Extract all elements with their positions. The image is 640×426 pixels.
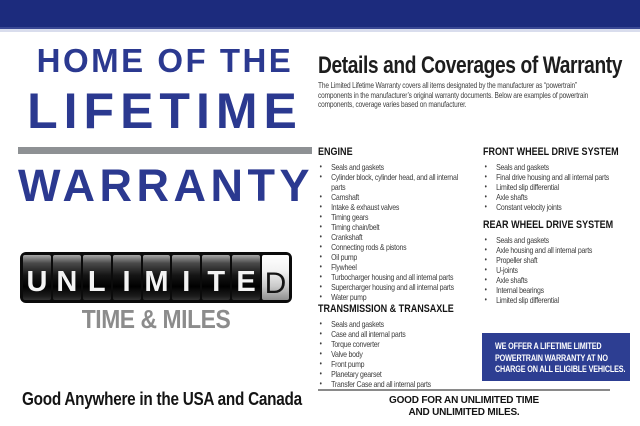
list-item: • Case and all internal parts (318, 329, 467, 339)
list-item: • Seals and gaskets (318, 162, 467, 172)
list-item: • Camshaft (318, 192, 467, 202)
odometer-dark-dials (23, 255, 260, 300)
list-item: • Propeller shaft (483, 255, 632, 265)
list-item: • Water pump (318, 292, 467, 302)
unlimited-time-miles-note (318, 395, 610, 418)
lifetime-offer-callout-box (482, 333, 630, 381)
transmission-section (318, 303, 467, 389)
list-item: • Seals and gaskets (483, 162, 632, 172)
list-item: • Seals and gaskets (483, 235, 632, 245)
lifetime-warranty-logo (18, 42, 314, 211)
footer-divider-line (318, 389, 610, 391)
list-item: M (143, 255, 171, 300)
list-item: • Flywheel (318, 262, 467, 272)
list-item: U (23, 255, 51, 300)
list-item: CHARGE ON ALL ELIGIBLE VEHICLES. (495, 364, 626, 375)
list-item: • Final drive housing and all internal parts (483, 172, 632, 182)
list-item: I (172, 255, 200, 300)
rear-wheel-drive-item-list (483, 235, 632, 305)
engine-item-list (318, 162, 467, 302)
details-coverages-heading: Details and Coverages of Warranty (318, 52, 623, 79)
front-wheel-drive-section-title: FRONT WHEEL DRIVE SYSTEM (483, 146, 619, 158)
front-wheel-drive-item-list (483, 162, 632, 212)
list-item: • Seals and gaskets (318, 319, 467, 329)
engine-section-title: ENGINE (318, 146, 353, 158)
logo-divider-rule (18, 147, 312, 154)
list-item: • Torque converter (318, 339, 467, 349)
list-item: • Turbocharger housing and all internal parts (318, 272, 467, 282)
logo-line-warranty: WARRANTY (18, 160, 314, 211)
list-item: • Axle shafts (483, 192, 632, 202)
list-item: The Limited Lifetime Warranty covers all items designated by the manufacturer as “powertrain” (318, 80, 578, 90)
list-item: GOOD FOR AN UNLIMITED TIME (389, 395, 539, 406)
list-item: • Connecting rods & pistons (318, 242, 467, 252)
rear-wheel-drive-section-title: REAR WHEEL DRIVE SYSTEM (483, 219, 614, 231)
logo-line-lifetime: LIFETIME (27, 83, 303, 139)
good-anywhere-text: Good Anywhere in the USA and Canada (22, 389, 302, 409)
logo-line-home-of-the: HOME OF THE (36, 42, 294, 79)
engine-section (318, 146, 467, 302)
list-item: AND UNLIMITED MILES. (408, 406, 520, 418)
transmission-section-title: TRANSMISSION & TRANSAXLE (318, 303, 454, 315)
front-wheel-drive-section (483, 146, 632, 212)
list-item: • U-joints (483, 265, 632, 275)
list-item: • Planetary gearset (318, 369, 467, 379)
list-item: I (113, 255, 141, 300)
list-item: T (202, 255, 230, 300)
top-navy-bar (0, 0, 640, 29)
list-item: • Timing chain/belt (318, 222, 467, 232)
list-item: • Transfer Case and all internal parts (318, 379, 467, 389)
list-item: • Timing gears (318, 212, 467, 222)
list-item: components in the manufacturer’s original warranty documents. Below are examples of powertrain (318, 89, 589, 100)
list-item: E (232, 255, 260, 300)
transmission-item-list (318, 319, 467, 389)
list-item: N (53, 255, 81, 300)
list-item: • Limited slip differential (483, 182, 632, 192)
list-item: • Intake & exhaust valves (318, 202, 467, 212)
list-item: • Cylinder block, cylinder head, and all internal parts (318, 172, 467, 192)
list-item: components, coverage varies based on manufacturer. (318, 99, 467, 109)
list-item: POWERTRAIN WARRANTY AT NO (495, 352, 608, 364)
warranty-intro-paragraph (318, 81, 618, 110)
list-item: • Valve body (318, 349, 467, 359)
list-item: • Axle housing and all internal parts (483, 245, 632, 255)
offer-box-text (495, 341, 626, 376)
list-item: • Constant velocity joints (483, 202, 632, 212)
list-item: • Supercharger housing and all internal parts (318, 282, 467, 292)
unlimited-odometer-graphic (20, 252, 292, 303)
list-item: • Front pump (318, 359, 467, 369)
list-item: L (83, 255, 111, 300)
list-item: • Crankshaft (318, 232, 467, 242)
list-item: • Limited slip differential (483, 295, 632, 305)
list-item: • Axle shafts (483, 275, 632, 285)
list-item: WE OFFER A LIFETIME LIMITED (495, 341, 602, 352)
odometer-light-dial: D (262, 255, 289, 300)
time-and-miles-caption: TIME & MILES (81, 304, 231, 334)
list-item: • Internal bearings (483, 285, 632, 295)
list-item: • Oil pump (318, 252, 467, 262)
rear-wheel-drive-section (483, 219, 632, 305)
